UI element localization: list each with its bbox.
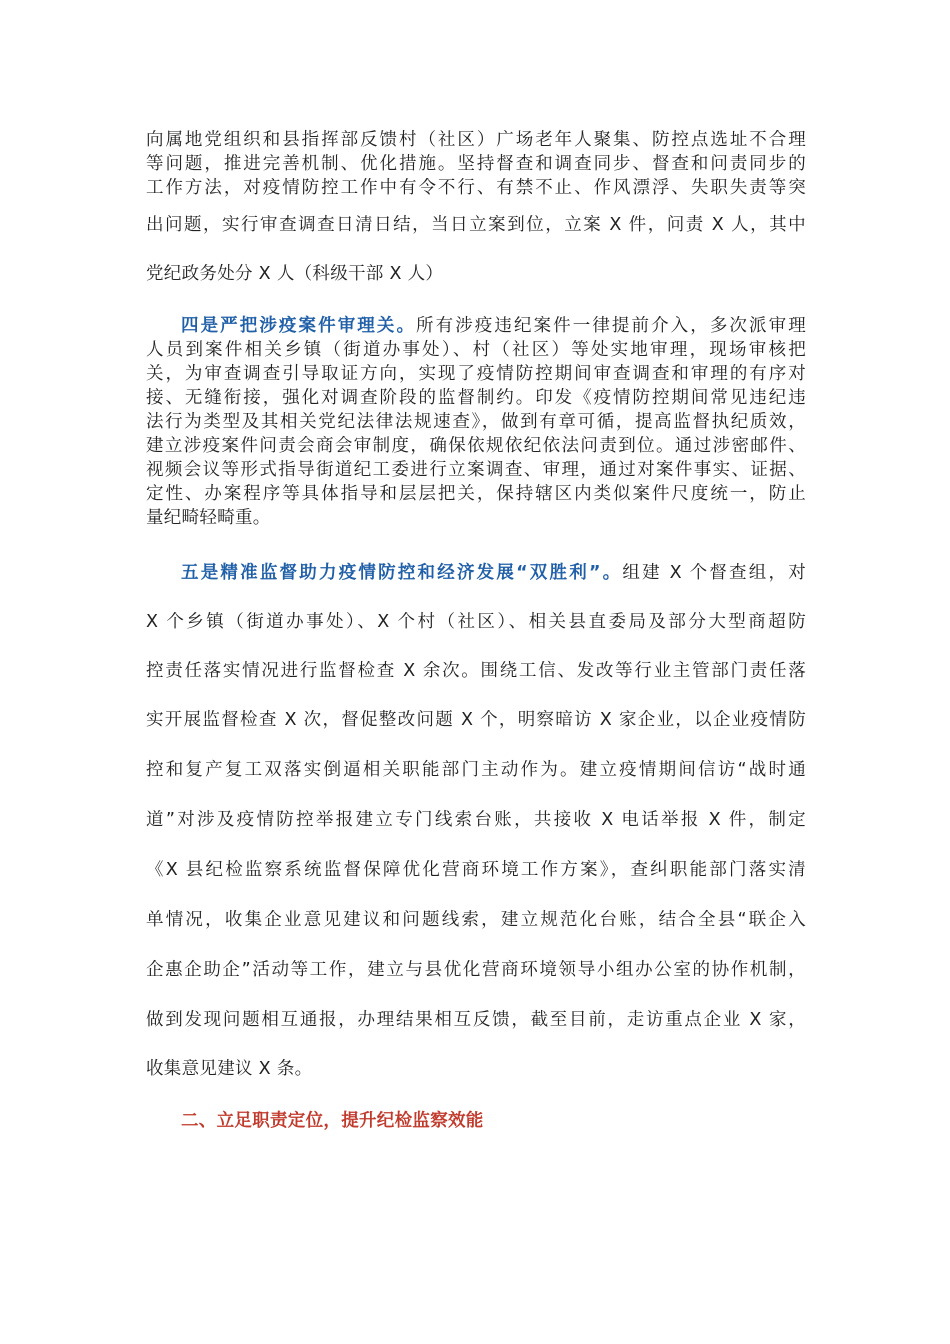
paragraph-line: X 个乡镇（街道办事处）、X 个村（社区）、相关县直委局及部分大型商超防 (146, 612, 806, 632)
paragraph-first-line (181, 561, 806, 585)
paragraph-lead: 五是精准监督助力疫情防控和经济发展“双胜利”。 (181, 563, 623, 583)
paragraph-line: 做到发现问题相互通报，办理结果相互反馈，截至目前，走访重点企业 X 家， (146, 1010, 806, 1030)
paragraph-line: 等问题，推进完善机制、优化措施。坚持督查和调查同步、督查和问责同步的 (146, 154, 806, 174)
paragraph-text: 所有涉疫违纪案件一律提前介入，多次派审理 (416, 316, 806, 336)
paragraph-line: 接、无缝衔接，强化对调查阶段的监督制约。印发《疫情防控期间常见违纪违 (146, 388, 806, 408)
paragraph-line: 企惠企助企”活动等工作，建立与县优化营商环境领导小组办公室的协作机制， (146, 960, 806, 980)
paragraph-line: 《X 县纪检监察系统监督保障优化营商环境工作方案》，查纠职能部门落实清 (146, 860, 806, 880)
paragraph-line: 出问题，实行审查调查日清日结，当日立案到位，立案 X 件，问责 X 人，其中 (146, 215, 806, 235)
paragraph-text: 组建 X 个督查组，对 (622, 563, 806, 583)
paragraph-line: 工作方法，对疫情防控工作中有令不行、有禁不止、作风漂浮、失职失责等突 (146, 178, 806, 198)
paragraph-line: 单情况，收集企业意见建议和问题线索，建立规范化台账，结合全县“联企入 (146, 910, 806, 930)
paragraph-line: 控责任落实情况进行监督检查 X 余次。围绕工信、发改等行业主管部门责任落 (146, 661, 806, 681)
paragraph-line: 向属地党组织和县指挥部反馈村（社区）广场老年人聚集、防控点选址不合理 (146, 130, 806, 150)
paragraph-line: 党纪政务处分 X 人（科级干部 X 人） (146, 264, 444, 284)
paragraph-line: 控和复产复工双落实倒逼相关职能部门主动作为。建立疫情期间信访“战时通 (146, 760, 806, 780)
paragraph-lead: 四是严把涉疫案件审理关。 (181, 316, 417, 336)
paragraph-line: 建立涉疫案件问责会商会审制度，确保依规依纪依法问责到位。通过涉密邮件、 (146, 436, 806, 456)
paragraph-line: 实开展监督检查 X 次，督促整改问题 X 个，明察暗访 X 家企业，以企业疫情防 (146, 710, 806, 730)
paragraph-line: 法行为类型及其相关党纪法律法规速查》，做到有章可循，提高监督执纪质效， (146, 412, 806, 432)
paragraph-first-line (181, 314, 806, 338)
paragraph-line: 道”对涉及疫情防控举报建立专门线索台账，共接收 X 电话举报 X 件，制定 (146, 810, 806, 830)
paragraph-line: 人员到案件相关乡镇（街道办事处）、村（社区）等处实地审理，现场审核把 (146, 340, 806, 360)
paragraph-line: 视频会议等形式指导街道纪工委进行立案调查、审理，通过对案件事实、证据、 (146, 460, 806, 480)
paragraph-line: 定性、办案程序等具体指导和层层把关，保持辖区内类似案件尺度统一，防止 (146, 484, 806, 504)
section-heading: 二、立足职责定位，提升纪检监察效能 (181, 1111, 484, 1131)
paragraph-line: 收集意见建议 X 条。 (146, 1059, 313, 1079)
paragraph-line: 关，为审查调查引导取证方向，实现了疫情防控期间审查调查和审理的有序对 (146, 364, 806, 384)
paragraph-line: 量纪畸轻畸重。 (146, 508, 271, 528)
